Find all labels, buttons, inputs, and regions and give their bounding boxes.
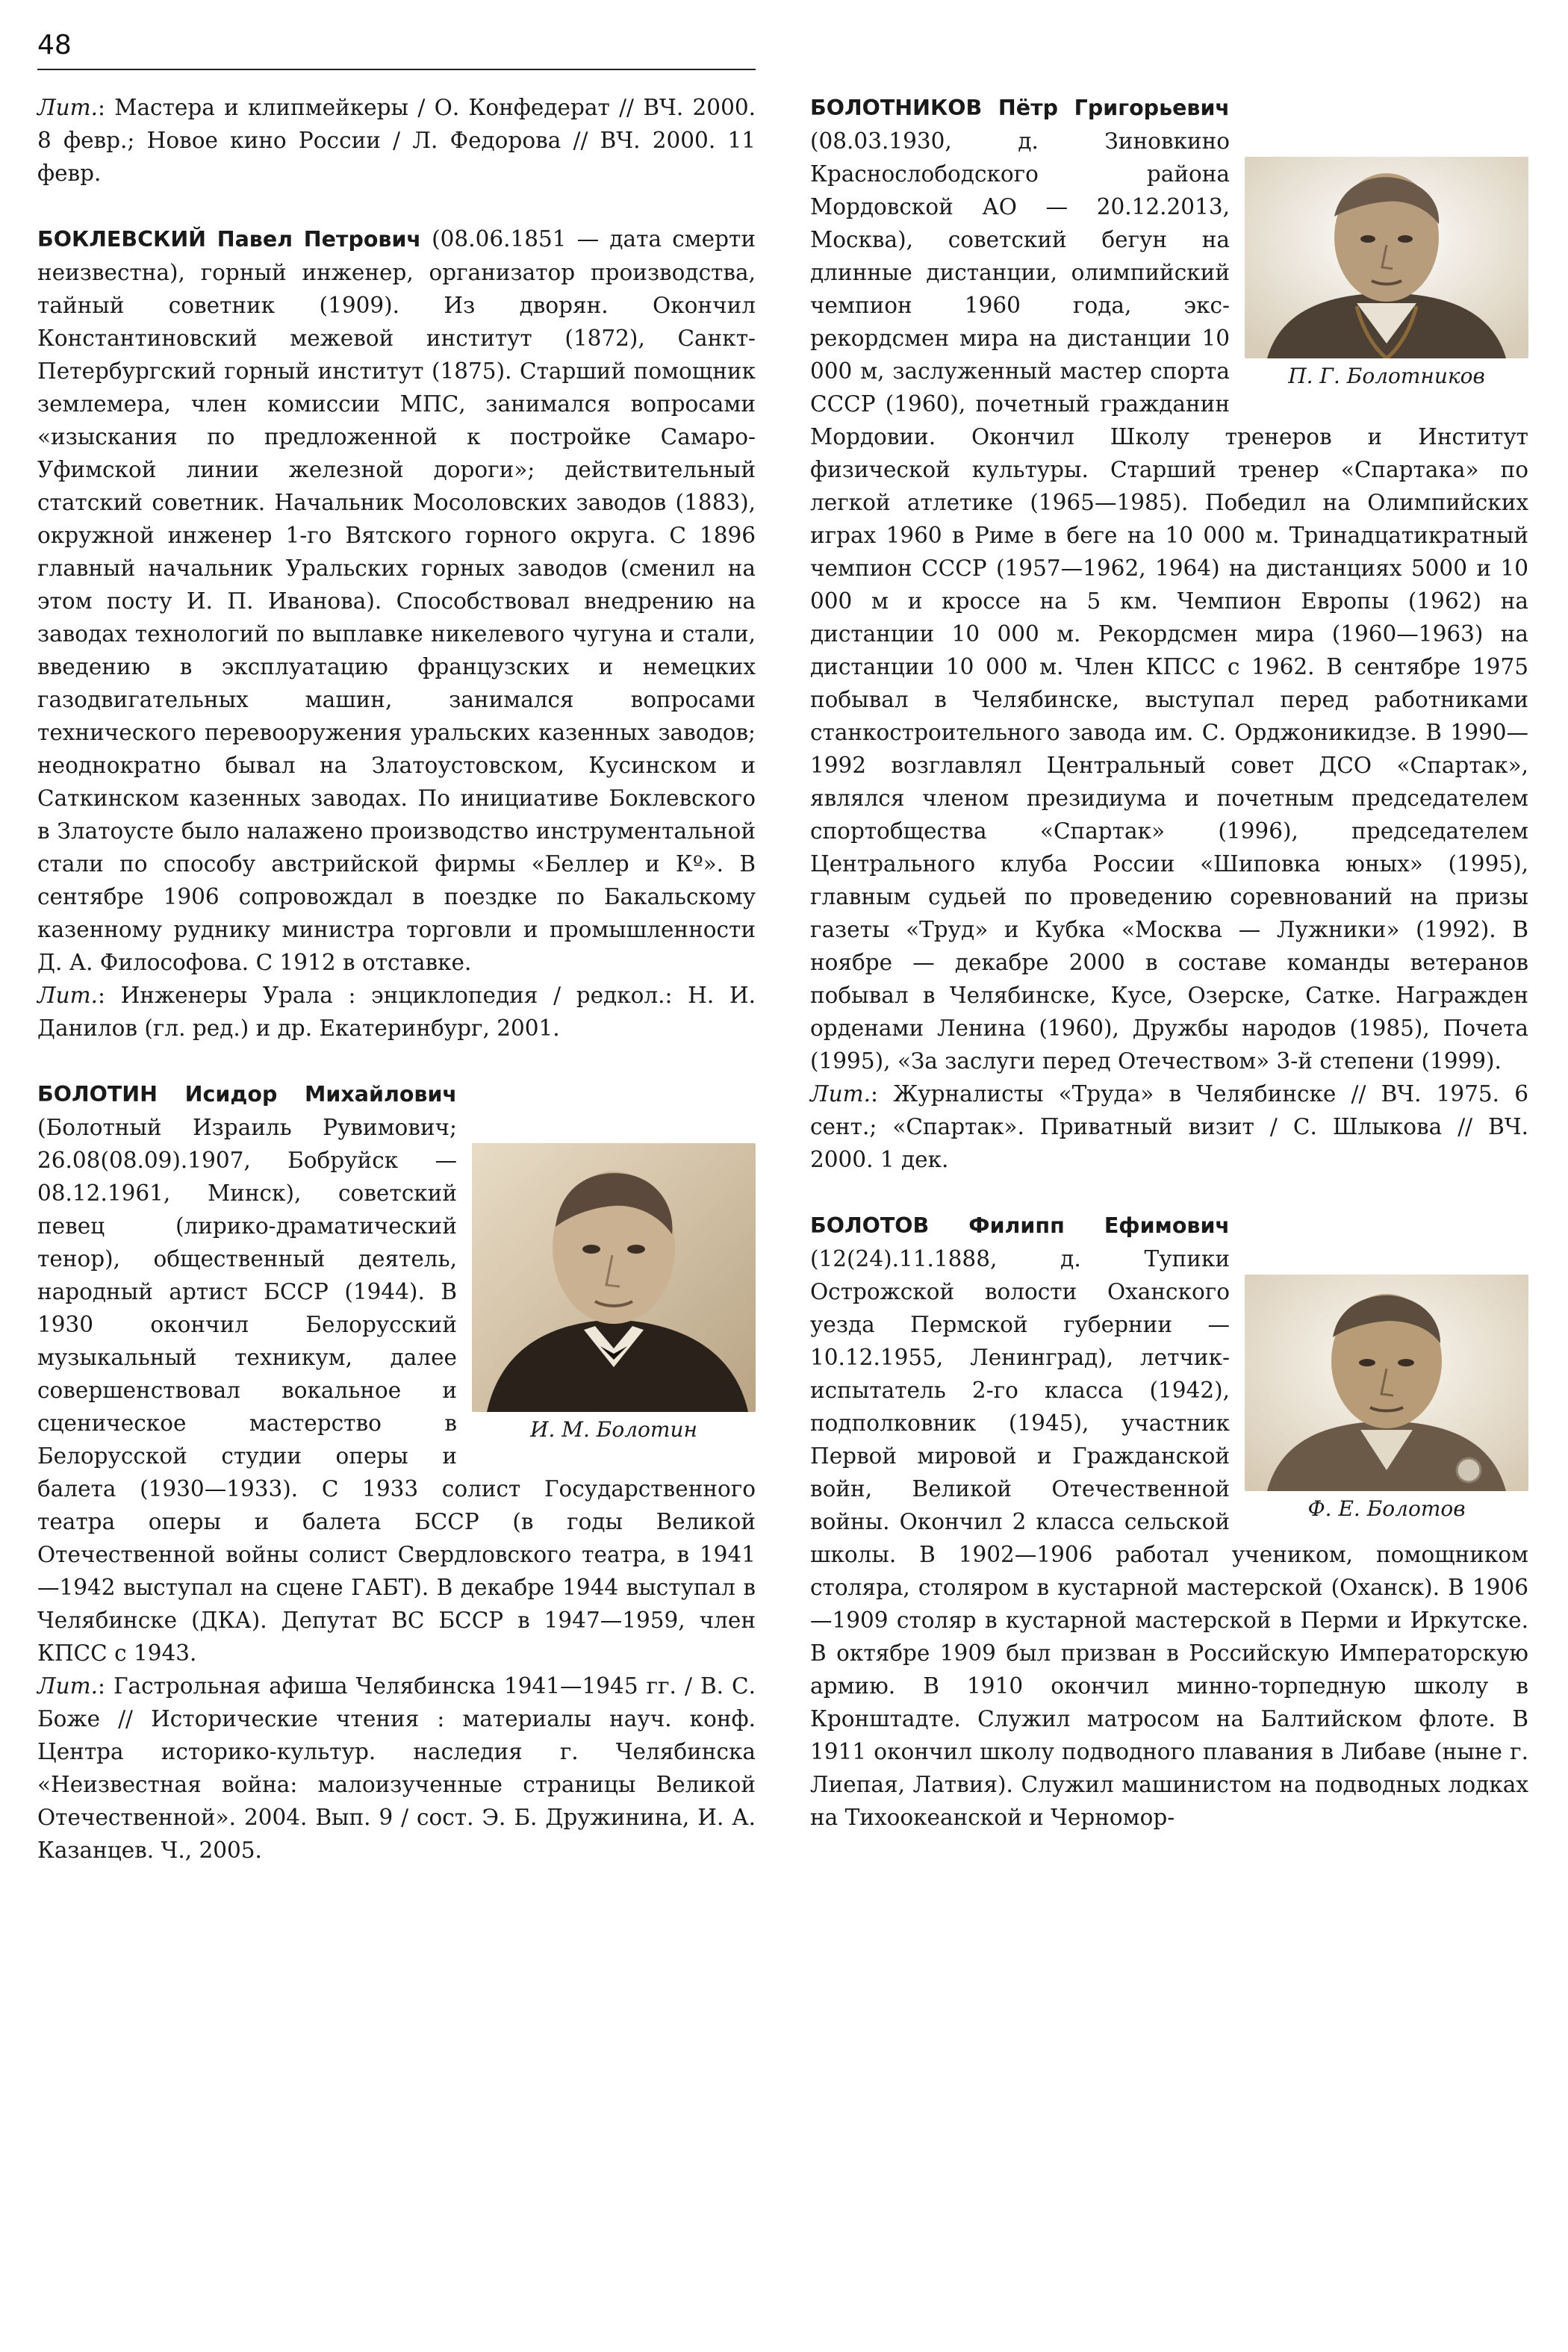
figure-bolotin bbox=[472, 1143, 756, 1445]
portrait-photo-bolotnikov bbox=[1245, 157, 1528, 358]
portrait-photo-bolotov bbox=[1245, 1275, 1528, 1491]
photo-caption: И. М. Болотин bbox=[530, 1417, 697, 1442]
entry-body: (08.03.1930, д. Зиновкино Краснослободского района Мордовской АО — 20.12.2013, Москва), советский бегун на длинные дистанции, олимпийский чемпион 1960 года, экс-рекордсмен мира на дистанции 10 000 м, заслуженный мастер спорта СССР (1960), почетный гражданин Мордовии. Окончил Школу тренеров и Институт физической культуры. Старший тренер «Спартака» по легкой атлетике (1965—1985). Победил на Олимпийских играх 1960 в Риме в беге на 10 000 м. Тринадцатикратный чемпион СССР (1957—1962, 1964) на дистанциях 5000 и 10 000 м и кроссе на 5 км. Чемпион Европы (1962) на дистанции 10 000 м. Рекордсмен мира (1960—1963) на дистанции 10 000 м. Член КПСС с 1962. В сентябре 1975 побывал в Челябинске, выступал перед работниками станкостроительного завода им. С. Орджоникидзе. В 1990—1992 возглавлял Центральный совет ДСО «Спартак», являлся членом президиума и почетным председателем спортобщества «Спартак» (1996), председателем Центрального клуба России «Шиповка юных» (1995), главным судьей по проведению соревнований на призы газеты «Труд» и Кубка «Москва — Лужники» (1992). В ноябре — декабре 2000 в составе команды ветеранов побывал в Челябинске, Кусе, Озерске, Сатке. Награжден орденами Ленина (1960), Дружбы народов (1985), Почета (1995), «За заслуги перед Отечеством» 3-й степени (1999). bbox=[810, 128, 1528, 1074]
entry-boklevsky bbox=[37, 223, 756, 979]
right-column bbox=[810, 91, 1528, 1834]
lit-label: Лит. bbox=[37, 95, 98, 120]
headword-bolotin: БОЛОТИН Исидор Михайлович bbox=[37, 1082, 457, 1107]
header-rule bbox=[37, 69, 756, 70]
page-number: 48 bbox=[37, 30, 72, 60]
photo-caption: Ф. Е. Болотов bbox=[1307, 1496, 1466, 1521]
entry-body: (08.06.1851 — дата смерти неизвестна), горный инженер, организатор производства, тайный советник (1909). Из дворян. Окончил Константиновский межевой институт (1872), Санкт-Петербургский горный институт (1875). Старший помощник землемера, член комиссии МПС, занимался вопросами «изыскания по предложенной к постройке Самаро-Уфимской линии железной дороги»; действительный статский советник. Начальник Мосоловских заводов (1883), окружной инженер 1-го Вятского горного округа. С 1896 главный начальник Уральских горных заводов (сменил на этом посту И. П. Иванова). Способствовал внедрению на заводах технологий по выплавке никелевого чугуна и стали, введению в эксплуатацию французских и немецких газодвигательных машин, занимался вопросами технического перевооружения уральских казенных заводов; неоднократно бывал на Златоустовском, Кусинском и Саткинском казенных заводах. По инициативе Боклевского в Златоусте было налажено производство инструментальной стали по способу австрийской фирмы «Беллер и Кº». В сентябре 1906 сопровождал в поездке по Бакальскому казенному руднику министра торговли и промышленности Д. А. Философова. С 1912 в отставке. bbox=[37, 226, 756, 975]
headword-bolotov: БОЛОТОВ Филипп Ефимович bbox=[810, 1213, 1230, 1238]
headword-bolotnikov: БОЛОТНИКОВ Пётр Григорьевич bbox=[810, 96, 1230, 120]
headword-boklevsky: БОКЛЕВСКИЙ Павел Петрович bbox=[37, 227, 421, 252]
entry-bolotin bbox=[37, 1077, 756, 1867]
literature-boklevsky bbox=[37, 979, 756, 1045]
literature-bolotin bbox=[37, 1670, 756, 1867]
lit-label: Лит. bbox=[810, 1081, 871, 1107]
left-column bbox=[37, 91, 756, 1867]
entry-body: (Болотный Израиль Рувимович; 26.08(08.09).1907, Бобруйск — 08.12.1961, Минск), советский певец (лирико-драматический тенор), общественный деятель, народный артист БССР (1944). В 1930 окончил Белорусский музыкальный техникум, далее совершенствовал вокальное и сценическое мастерство в Белорусской студии оперы и балета (1930—1933). С 1933 солист Государственного театра оперы и балета БССР (в годы Великой Отечественной войны солист Свердловского театра, в 1941—1942 выступал на сцене ГАБТ). В декабре 1944 выступал в Челябинске (ДКА). Депутат ВС БССР в 1947—1959, член КПСС с 1943. bbox=[37, 1115, 756, 1666]
lit-text: : Гастрольная афиша Челябинска 1941—1945 гг. / В. С. Боже // Исторические чтения : материалы науч. конф. Центра историко-культур. наследия г. Челябинска «Неизвестная война: малоизученные страницы Великой Отечественной». 2004. Вып. 9 / сост. Э. Б. Дружинина, И. А. Казанцев. Ч., 2005. bbox=[37, 1673, 756, 1863]
literature-bolotnikov bbox=[810, 1077, 1528, 1176]
entry-bolotov bbox=[810, 1209, 1528, 1834]
lit-label: Лит. bbox=[37, 1673, 98, 1699]
lit-text: : Мастера и клипмейкеры / О. Конфедерат // ВЧ. 2000. 8 февр.; Новое кино России / Л. Федорова // ВЧ. 2000. 11 февр. bbox=[37, 95, 756, 186]
entry-body: (12(24).11.1888, д. Тупики Острожской волости Оханского уезда Пермской губернии — 10.12.1955, Ленинград), летчик-испытатель 2-го класса (1942), подполковник (1945), участник Первой мировой и Гражданской войн, Великой Отечественной войны. Окончил 2 класса сельской школы. В 1902—1906 работал учеником, помощником столяра, столяром в кустарной мастерской (Оханск). В 1906—1909 столяр в кустарной мастерской в Перми и Иркутске. В октябре 1909 был призван в Российскую Императорскую армию. В 1910 окончил минно-торпедную школу в Кронштадте. Служил матросом на Балтийском флоте. В 1911 окончил школу подводного плавания в Либаве (ныне г. Лиепая, Латвия). Служил машинистом на подводных лодках на Тихоокеанской и Черномор- bbox=[810, 1246, 1528, 1830]
intro-literature bbox=[37, 91, 756, 190]
photo-caption: П. Г. Болотников bbox=[1288, 364, 1485, 388]
lit-text: : Журналисты «Труда» в Челябинске // ВЧ. 1975. 6 сент.; «Спартак». Приватный визит / С. Шлыкова // ВЧ. 2000. 1 дек. bbox=[810, 1081, 1528, 1172]
figure-bolotnikov bbox=[1245, 157, 1528, 391]
lit-text: : Инженеры Урала : энциклопедия / редкол.: Н. И. Данилов (гл. ред.) и др. Екатеринбург, 2001. bbox=[37, 983, 756, 1041]
entry-bolotnikov bbox=[810, 91, 1528, 1176]
lit-label: Лит. bbox=[37, 983, 98, 1008]
portrait-photo-bolotin bbox=[472, 1143, 756, 1412]
figure-bolotov bbox=[1245, 1275, 1528, 1524]
